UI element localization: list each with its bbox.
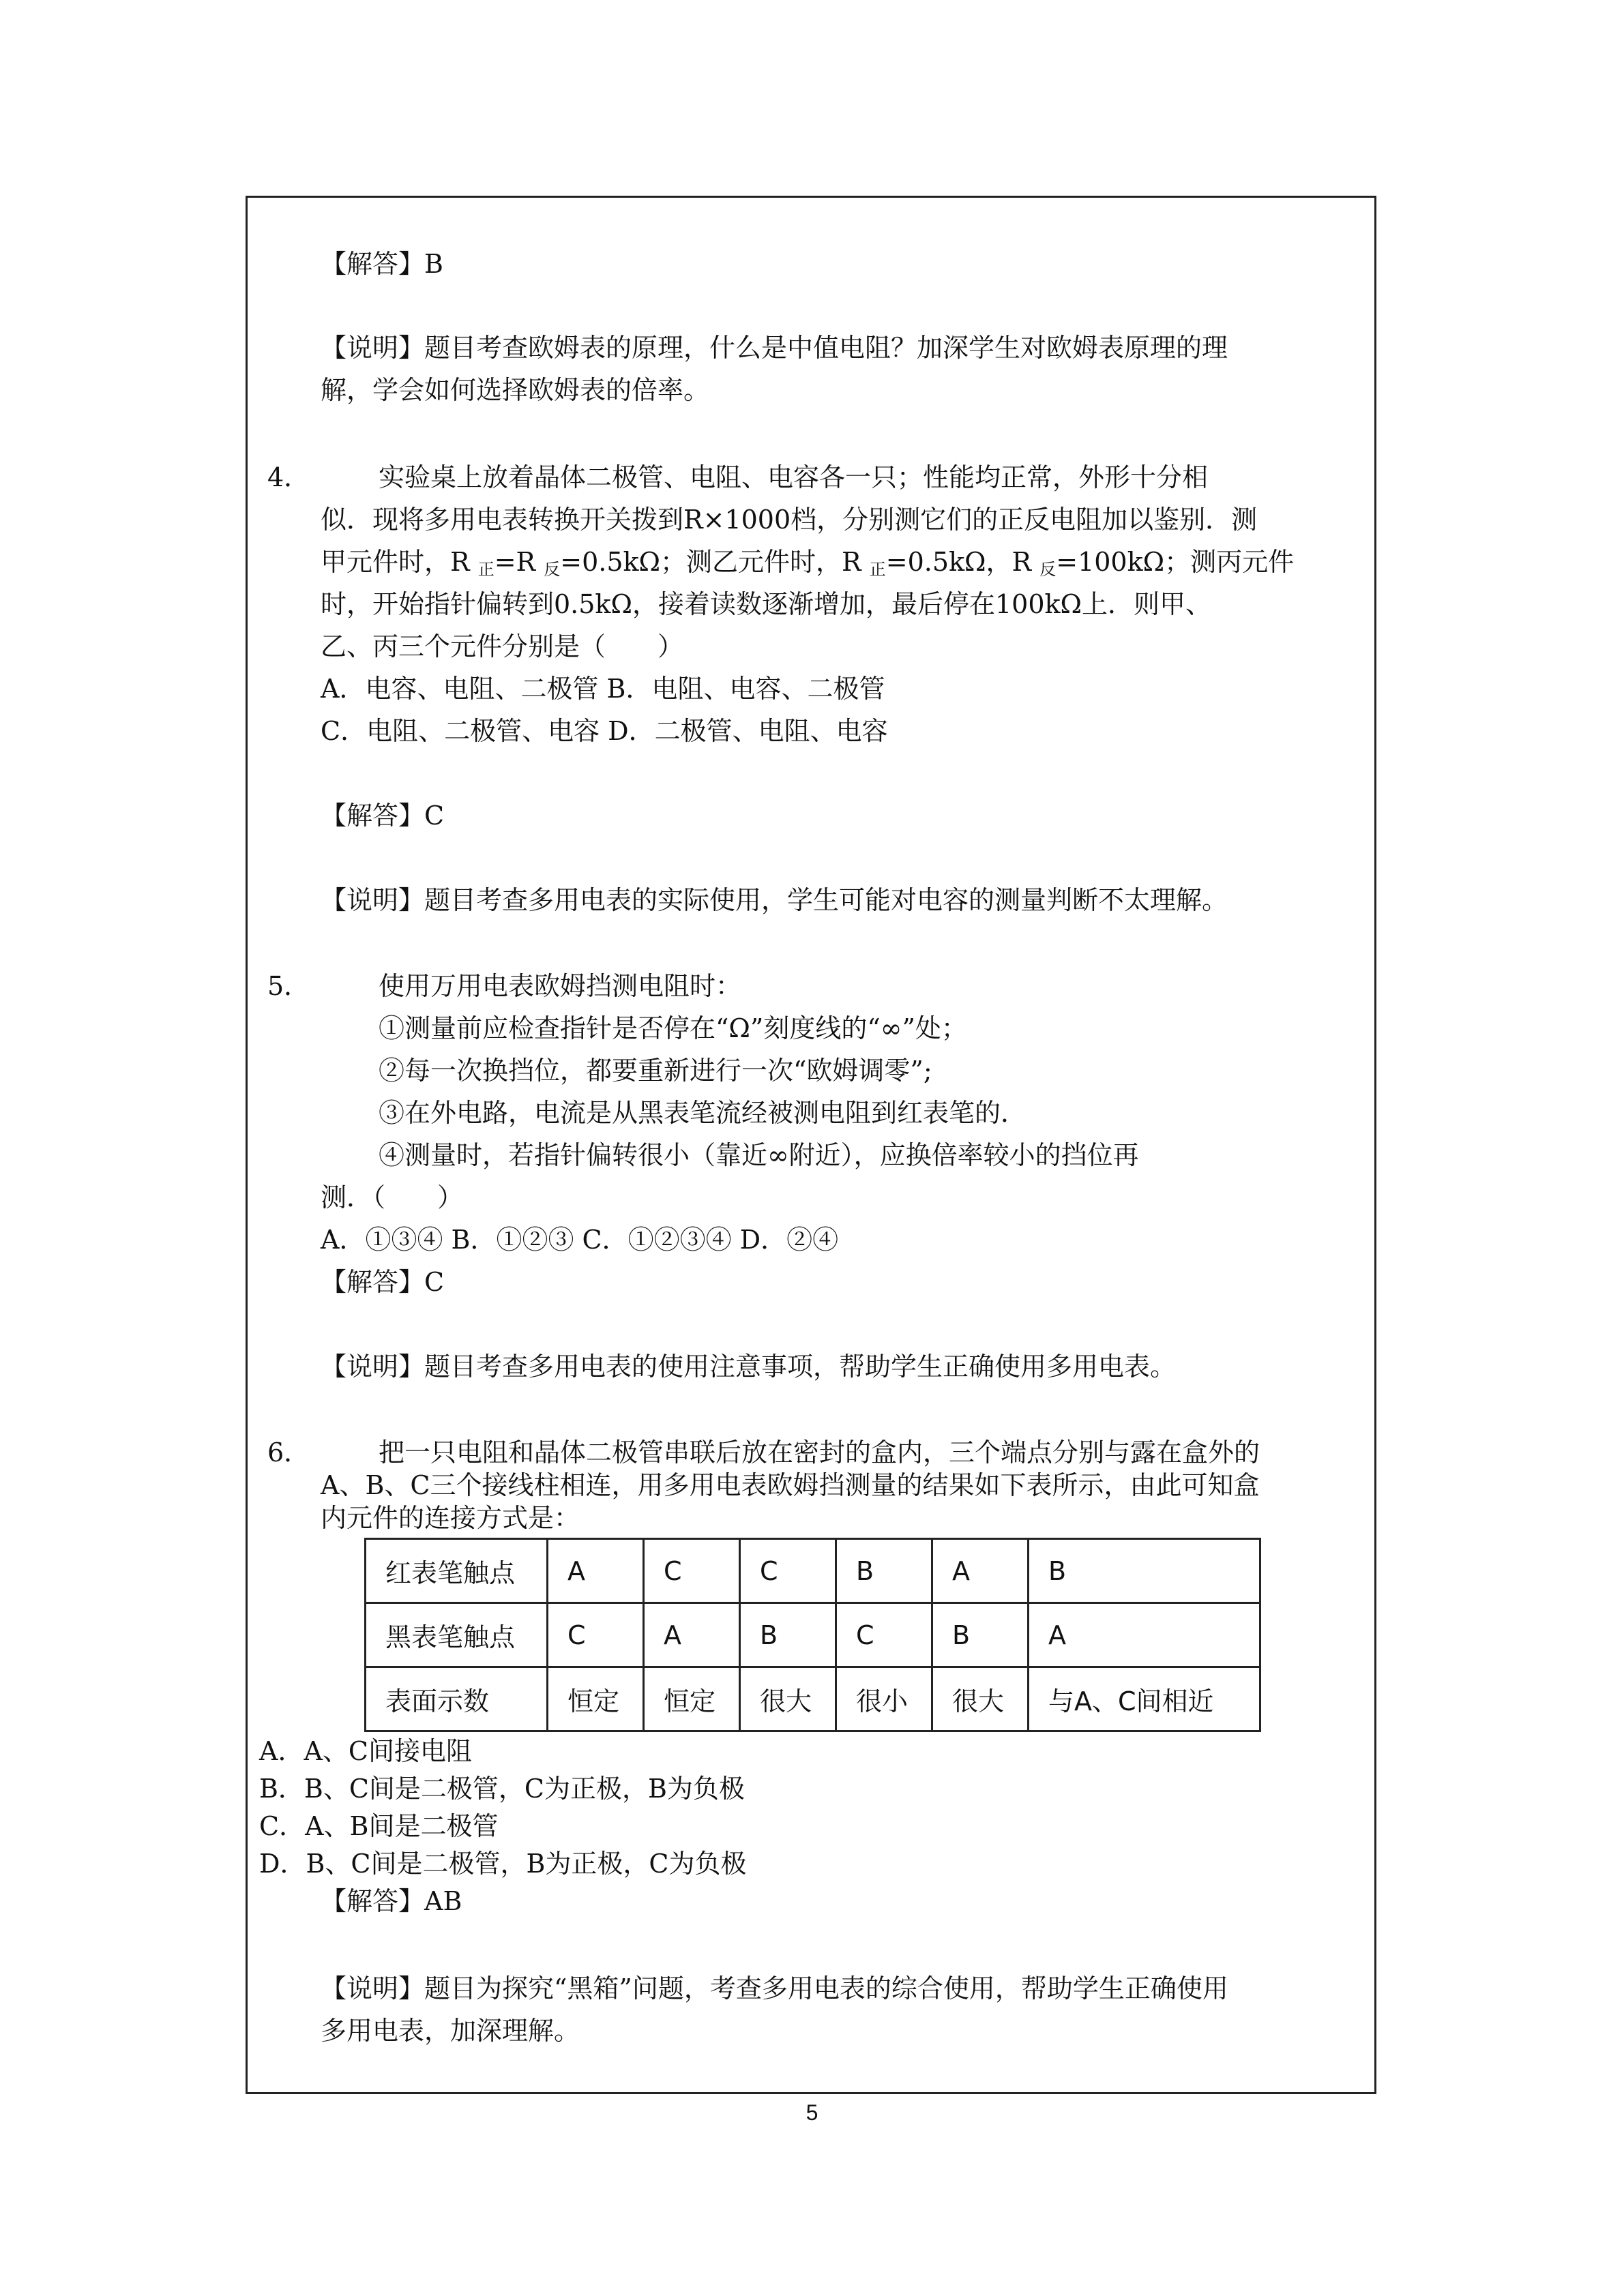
table-row xyxy=(366,1603,1260,1667)
q6-note-line2: 多用电表，加深理解。 xyxy=(321,2016,580,2046)
table-cell: 与A、C间相近 xyxy=(1029,1667,1260,1731)
q4-note: 【说明】题目考查多用电表的实际使用，学生可能对电容的测量判断不太理解。 xyxy=(321,885,1228,915)
table-cell: C xyxy=(740,1539,836,1603)
q4-options-line1: A．电容、电阻、二极管 B．电阻、电容、二极管 xyxy=(321,674,885,704)
q4-line3: 甲元件时，R 正=R 反=0.5kΩ；测乙元件时，R 正=0.5kΩ，R 反=100kΩ；测丙元件 xyxy=(321,547,1295,579)
q5-item2: ②每一次换挡位，都要重新进行一次“欧姆调零”; xyxy=(379,1056,932,1086)
q5-note: 【说明】题目考查多用电表的使用注意事项，帮助学生正确使用多用电表。 xyxy=(321,1352,1177,1382)
measurement-table xyxy=(364,1538,1261,1732)
table-cell: A xyxy=(644,1603,740,1667)
table-cell: 很小 xyxy=(836,1667,932,1731)
q5-line1: 使用万用电表欧姆挡测电阻时： xyxy=(379,971,742,1001)
q3-answer: 【解答】B xyxy=(321,249,443,279)
table-cell: 很大 xyxy=(740,1667,836,1731)
q4-line4: 时，开始指针偏转到0.5kΩ，接着读数逐渐增加，最后停在100kΩ上．则甲、 xyxy=(321,589,1212,619)
q4-line2: 似．现将多用电表转换开关拨到R×1000档，分别测它们的正反电阻加以鉴别．测 xyxy=(321,505,1258,535)
table-row-header: 红表笔触点 xyxy=(366,1539,548,1603)
q6-note-line1: 【说明】题目为探究“黑箱”问题，考查多用电表的综合使用，帮助学生正确使用 xyxy=(321,1973,1228,2003)
q6-line1: 把一只电阻和晶体二极管串联后放在密封的盒内，三个端点分别与露在盒外的 xyxy=(379,1437,1260,1467)
q3-note-line1: 【说明】题目考查欧姆表的原理，什么是中值电阻？加深学生对欧姆表原理的理 xyxy=(321,333,1228,363)
q3-note-line2: 解，学会如何选择欧姆表的倍率。 xyxy=(321,375,710,405)
q5-number: 5． xyxy=(267,971,310,1001)
table-cell: A xyxy=(1029,1603,1260,1667)
q6-line2: A、B、C三个接线柱相连，用多用电表欧姆挡测量的结果如下表所示，由此可知盒 xyxy=(321,1470,1260,1500)
q4-options-line2: C．电阻、二极管、电容 D．二极管、电阻、电容 xyxy=(321,716,888,746)
table-cell: C xyxy=(836,1603,932,1667)
q5-options: A．①③④ B．①②③ C．①②③④ D．②④ xyxy=(321,1225,839,1255)
table-row xyxy=(366,1667,1260,1731)
q6-answer: 【解答】AB xyxy=(321,1886,462,1916)
q5-item4-cont: 测．（ ） xyxy=(321,1182,464,1212)
table-row xyxy=(366,1539,1260,1603)
q6-number: 6． xyxy=(267,1437,310,1467)
q5-item4: ④测量时，若指针偏转很小（靠近∞附近），应换倍率较小的挡位再 xyxy=(379,1140,1139,1170)
table-cell: B xyxy=(836,1539,932,1603)
table-cell: 恒定 xyxy=(548,1667,644,1731)
table-cell: A xyxy=(932,1539,1029,1603)
q6-option-a: A．A、C间接电阻 xyxy=(259,1736,472,1766)
table-row-header: 表面示数 xyxy=(366,1667,548,1731)
table-row-header: 黑表笔触点 xyxy=(366,1603,548,1667)
q5-answer: 【解答】C xyxy=(321,1267,445,1297)
page-number: 5 xyxy=(806,2100,818,2125)
table-cell: C xyxy=(548,1603,644,1667)
q6-option-d: D．B、C间是二极管，B为正极，C为负极 xyxy=(259,1849,747,1879)
q4-answer: 【解答】C xyxy=(321,801,445,831)
table-cell: 恒定 xyxy=(644,1667,740,1731)
q4-number: 4． xyxy=(267,462,310,492)
q6-option-b: B．B、C间是二极管，C为正极，B为负极 xyxy=(259,1774,745,1804)
q6-option-c: C．A、B间是二极管 xyxy=(259,1811,499,1841)
q5-item1: ①测量前应检查指针是否停在“Ω”刻度线的“∞”处； xyxy=(379,1013,967,1043)
table-cell: B xyxy=(1029,1539,1260,1603)
q4-line1: 实验桌上放着晶体二极管、电阻、电容各一只；性能均正常，外形十分相 xyxy=(379,462,1209,492)
q4-line5: 乙、丙三个元件分别是（ ） xyxy=(321,631,684,661)
table-cell: A xyxy=(548,1539,644,1603)
table-cell: B xyxy=(932,1603,1029,1667)
table-cell: B xyxy=(740,1603,836,1667)
table-cell: C xyxy=(644,1539,740,1603)
q5-item3: ③在外电路，电流是从黑表笔流经被测电阻到红表笔的． xyxy=(379,1098,1027,1128)
table-cell: 很大 xyxy=(932,1667,1029,1731)
q6-line3: 内元件的连接方式是： xyxy=(321,1503,580,1533)
